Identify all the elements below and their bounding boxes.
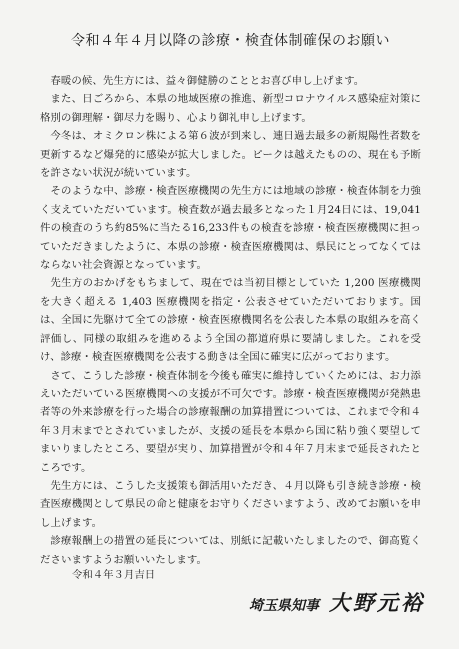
- signature-block: [249, 587, 425, 617]
- paragraph-attachment-note: 診療報酬上の措置の延長については、別紙に記載いたしましたので、御高覧くださいますようお願いいたします。: [40, 535, 421, 566]
- paragraph-testing-support: そのような中、診療・検査医療機関の先生方には地域の診療・検査体制を力強く支えていただいています。検査数が過去最多となった１月24日には、19,041件の検査のうち約85%に当たる16,233件もの検査を診療・検査医療機関に担っていただきましたように、本県の診療・検査医療機関は、県民にとってなくてはならない社会資源となっています。: [40, 185, 421, 272]
- letter-body: [40, 72, 421, 569]
- paragraph-fee-extension: さて、こうした診療・検査体制を今後も確実に維持していくためには、お力添えいただいている医療機関への支援が不可欠です。診療・検査医療機関が発熱患者等の外来診療を行った場合の診療報酬の加算措置については、これまで令和４年３月末までとされていましたが、支援の延長を本県から国に粘り強く要望してまいりましたところ、要望が実り、加算措置が令和４年７月末まで延長されたところです。: [40, 369, 421, 474]
- paragraph-request: 先生方には、こうした支援策も御活用いただき、４月以降も引き続き診療・検査医療機関として県民の命と健康をお守りくださいますよう、改めてお願いを申し上げます。: [40, 479, 421, 529]
- signature-office: 埼玉県知事: [249, 598, 319, 614]
- paragraph-institutions: 先生方のおかげをもちまして、現在では当初目標としていた 1,200 医療機関を大きく超える 1,403 医療機関を指定・公表させていただいております。国は、全国に先駆けて全ての診療・検査医療機関名を公表した本県の取組みを高く評価し、同様の取組みを進めるよう全国の都道府県に要請しました。これを受け、診療・検査医療機関を公表する動きは全国に確実に広がっております。: [40, 277, 421, 364]
- letter-date: 令和４年３月吉日: [72, 569, 156, 581]
- document-title: 令和４年４月以降の診療・検査体制確保のお願い: [71, 33, 390, 49]
- paragraph-thanks: また、日ごろから、本県の地域医療の推進、新型コロナウイルス感染症対策に格別の御理解・御尽力を賜り、心より御礼申し上げます。: [40, 93, 421, 124]
- paragraph-greeting: 春暖の候、先生方には、益々御健勝のこととお喜び申し上げます。: [50, 75, 365, 87]
- signature-name: 大野元裕: [329, 591, 425, 615]
- paragraph-sixth-wave: 今冬は、オミクロン株による第６波が到来し、連日過去最多の新規陽性者数を更新するなど爆発的に感染が拡大しました。ピークは越えたものの、現在も予断を許さない状況が続いています。: [40, 130, 421, 180]
